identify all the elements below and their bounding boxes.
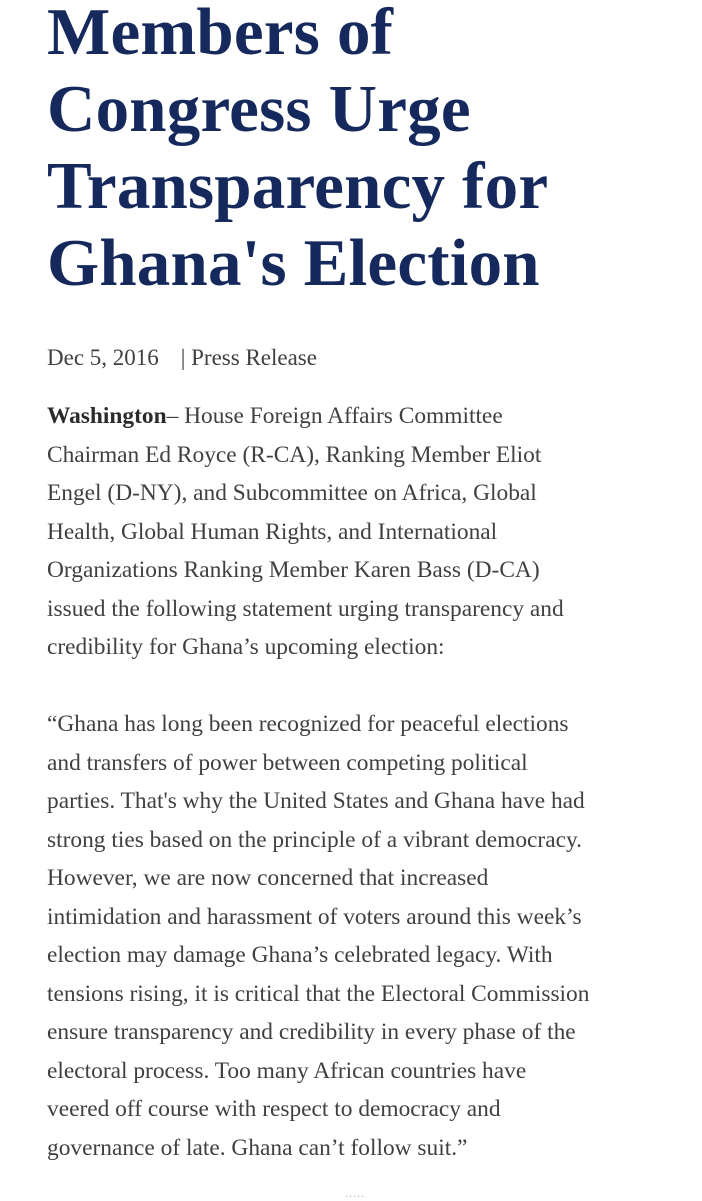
lead-line: Health, Global Human Rights, and International [47, 518, 498, 545]
lead-paragraph [47, 397, 687, 667]
lead-line-first [47, 397, 687, 436]
quote-line: tensions rising, it is critical that the Electoral Commission [47, 980, 590, 1007]
lead-line: issued the following statement urging transparency and [47, 595, 564, 622]
lead-line: Chairman Ed Royce (R-CA), Ranking Member Eliot [47, 441, 542, 468]
category-label: | Press Release [180, 345, 317, 370]
title-line: Transparency for [47, 149, 549, 223]
quote-line: strong ties based on the principle of a vibrant democracy. [47, 826, 582, 853]
continuation-marker: ..... [345, 1186, 365, 1200]
quote-line: intimidation and harassment of voters around this week’s [47, 903, 582, 930]
lead-line: credibility for Ghana’s upcoming election: [47, 634, 445, 660]
title-line: Congress Urge [47, 72, 471, 146]
quote-line: and transfers of power between competing political [47, 749, 528, 776]
title-line: Members of [47, 0, 394, 69]
quote-line: electoral process. Too many African countries have [47, 1057, 527, 1084]
quote-line: ensure transparency and credibility in every phase of the [47, 1019, 576, 1045]
quote-line: election may damage Ghana’s celebrated legacy. With [47, 942, 553, 968]
quote-line: parties. That's why the United States and Ghana have had [47, 788, 585, 814]
quote-line: However, we are now concerned that increased [47, 865, 489, 891]
publish-date: Dec 5, 2016 [47, 345, 159, 370]
article-title [47, 0, 687, 302]
quote-line: “Ghana has long been recognized for peaceful elections [47, 711, 569, 737]
lead-line: – House Foreign Affairs Committee [166, 403, 503, 429]
article-meta [47, 341, 317, 375]
quote-line: veered off course with respect to democracy and [47, 1096, 501, 1122]
quote-line: governance of late. Ghana can’t follow suit.” [47, 1134, 468, 1161]
lead-line: Engel (D-NY), and Subcommittee on Africa, Global [47, 480, 537, 506]
title-line: Ghana's Election [47, 226, 540, 300]
quote-paragraph [47, 705, 687, 1167]
lead-line: Organizations Ranking Member Karen Bass (D-CA) [47, 557, 540, 583]
dateline: Washington [47, 403, 167, 429]
